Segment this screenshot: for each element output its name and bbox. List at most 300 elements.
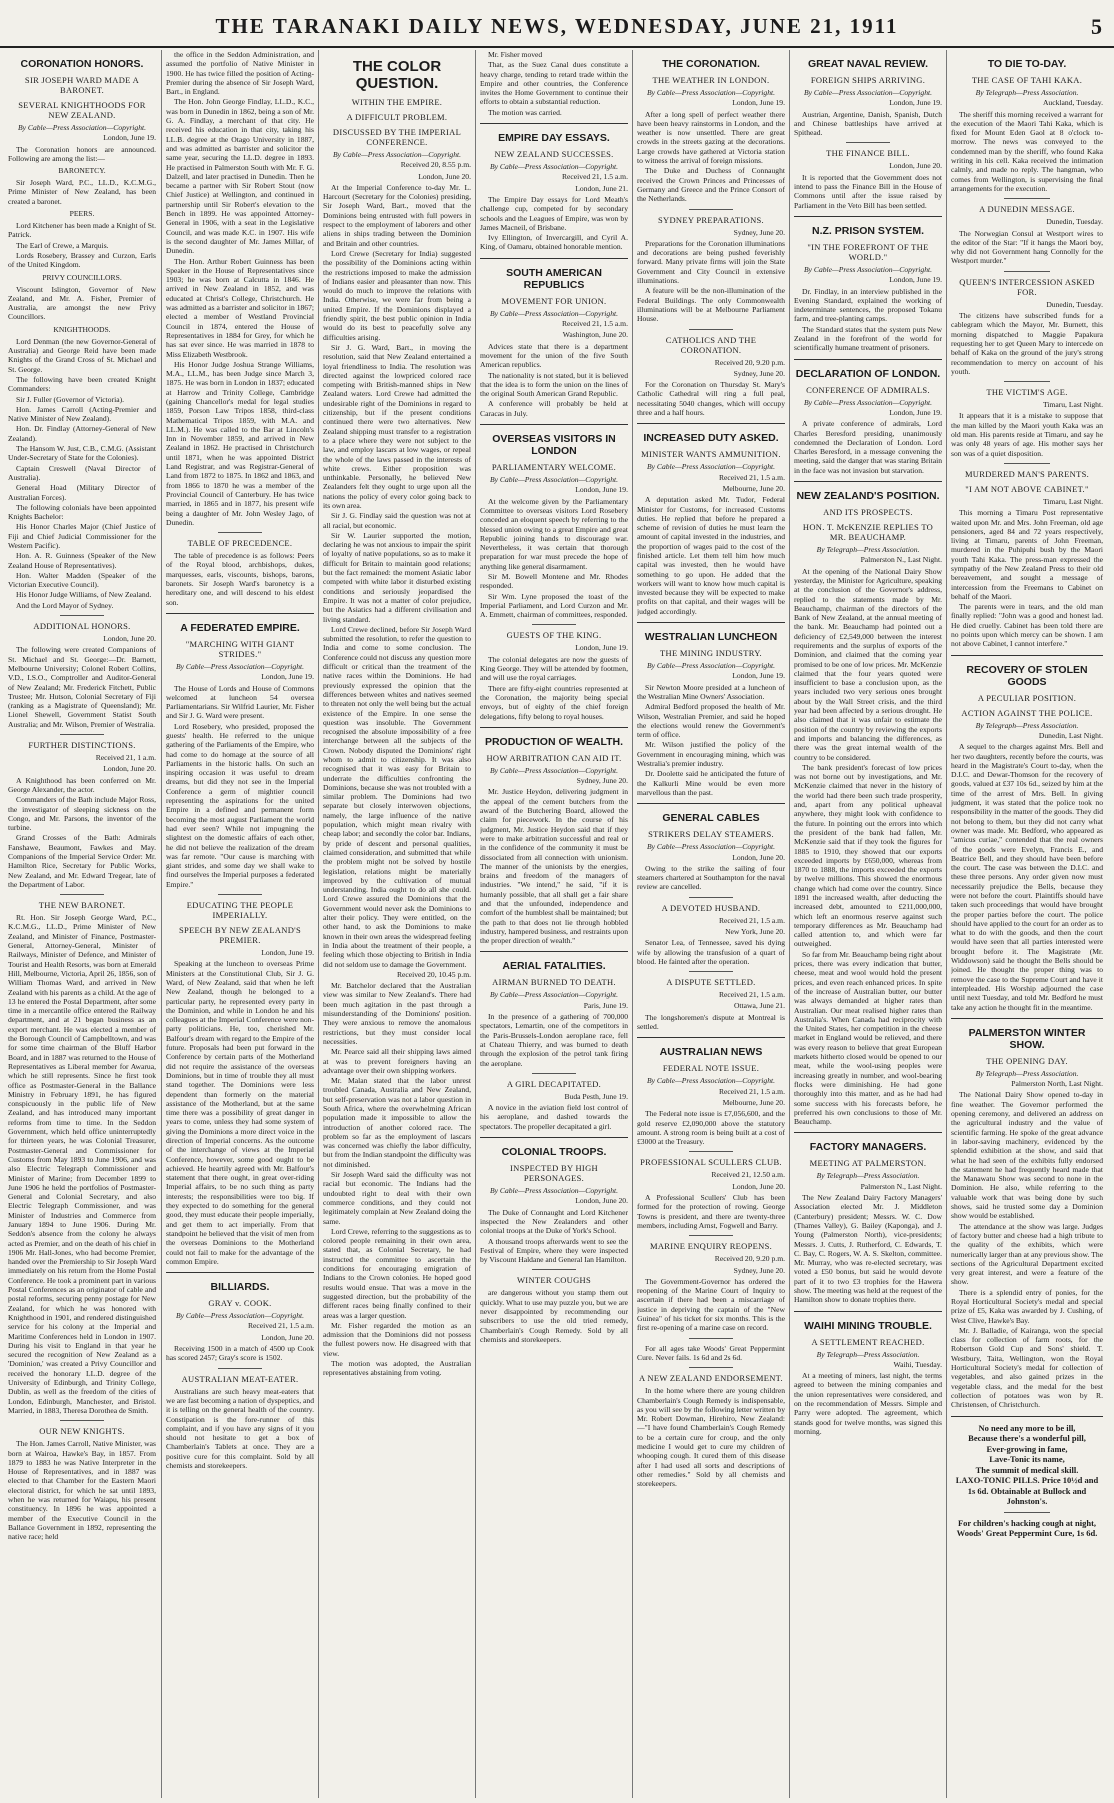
advert-line: No need any more to be ill,	[978, 1422, 1076, 1433]
subhead: SYDNEY PREPARATIONS.	[658, 214, 764, 225]
dateline: Received 21, 1.5 a.m.	[561, 172, 628, 182]
dateline: London, June 19.	[732, 671, 785, 681]
cable-credit: By Cable—Press Association—Copyright.	[489, 475, 619, 485]
dateline: Palmerston N., Last Night.	[860, 555, 942, 565]
paragraph: The Standard states that the system puts New Zealand in the forefront of the world for scientifically humane treatment of prisoners.	[794, 324, 942, 353]
paragraph: The Empire Day essays for Lord Meath's challenge cup, competed for by secondary schools and the Leagues of Empire, was won by James Macneil, of Brisbane.	[480, 194, 628, 232]
cable-credit: By Cable—Press Association—Copyright.	[489, 1186, 619, 1196]
divider	[218, 894, 262, 895]
divider	[637, 803, 785, 804]
headline: GREAT NAVAL REVIEW.	[808, 58, 928, 70]
divider	[1004, 271, 1050, 272]
divider	[60, 894, 104, 895]
subhead: AUSTRALIAN MEAT-EATER.	[181, 1373, 299, 1384]
subhead: A DUNEDIN MESSAGE.	[979, 204, 1075, 215]
subhead: FURTHER DISTINCTIONS.	[28, 740, 136, 751]
dateline: Received 20, 9.20 p.m.	[714, 1254, 785, 1264]
headline: A FEDERATED EMPIRE.	[180, 621, 300, 634]
dateline: London, June 19.	[575, 485, 628, 495]
divider	[480, 1137, 628, 1138]
divider	[532, 1073, 576, 1074]
dateline: Received 21, 1.5 a.m.	[247, 1321, 314, 1331]
paragraph: There are fifty-eight countries represented at the Coronation, the majority being special envoys, but of eighty of the chief foreign delegations, fifty belong to royal houses.	[480, 683, 628, 721]
divider	[218, 532, 262, 533]
columns	[8, 50, 1106, 1798]
cable-credit: By Telegraph—Press Association.	[816, 1349, 920, 1359]
paragraph: The bank president's forecast of low prices was not borne out by investigations, and Mr. McKenzie claimed that never in the history of the world had there been such trade prosperity, and, apart from any political upheaval anywhere, they might look with confidence to the future. In pointing out the errors into which the president of the bank had fallen, Mr. McKenzie said that if they took the figures for 1885 to 1910, they showed that our exports exceeded imports by £650,000, whereas from 1870 to 1888, the imports exceeded the exports by twelve millions. This showed the enormous change which had come over the country. Since 1891 the increased wealth, after deducting the increased debt, amounted to £211,000,000, which left an enormous reserve against such temporary differences as Mr. Beauchamp had called attention to, and which were far outweighed.	[794, 762, 942, 949]
paragraph: The citizens have subscribed funds for a cablegram which the Mayor, Mr. Burnett, this morning dispatched to Maggie Papakura requesting her to get Queen Mary to intercede on behalf of Kaka on the ground of the jury's strong recommendation to mercy on account of his youth.	[951, 311, 1103, 376]
paragraph: The motion was carried.	[488, 107, 562, 117]
divider	[794, 1311, 942, 1312]
divider	[794, 1132, 942, 1133]
dateline: Dunedin, Tuesday.	[1046, 217, 1103, 227]
divider	[794, 481, 942, 482]
paragraph: Dr. Doolette said he anticipated the future of the Kalkurli Mine would be even more marvellous than the past.	[637, 769, 785, 797]
subhead: AIRMAN BURNED TO DEATH.	[492, 977, 616, 988]
paragraph: Sir J. Fuller (Governor of Victoria).	[16, 394, 125, 404]
paragraph: Dr. Findlay, in an interview published in the Evening Standard, explained the working of indeterminate sentences, the proposed Tokanu farm, and tree-planting camps.	[794, 286, 942, 324]
divider	[1004, 463, 1050, 464]
subhead: THE WEATHER IN LONDON.	[652, 75, 770, 85]
paragraph: For the Coronation on Thursday St. Mary's Catholic Cathedral will ring a full peal, necessitating 5040 changes, which will occupy three and a half hours.	[637, 380, 785, 418]
subhead: MOVEMENT FOR UNION.	[501, 295, 607, 306]
dateline: Sydney, June 20.	[733, 227, 785, 237]
dateline: London, June 20.	[889, 161, 942, 171]
dateline: Received 21, 1.5 a.m.	[718, 990, 785, 1000]
paragraph: Hon. James Carroll (Acting-Premier and Native Minister of New Zealand).	[8, 404, 156, 424]
subhead: WITHIN THE EMPIRE.	[351, 97, 443, 107]
subhead: THE VICTIM'S AGE.	[986, 387, 1068, 398]
paragraph: The following have been created Knight Commanders:	[8, 374, 156, 394]
cable-credit: By Cable—Press Association—Copyright.	[803, 264, 933, 274]
paragraph: The following were created Companions of St. Michael and St. George:—Dr. Barnett, Melbourne University; Colonel Robert Collins, V.D., I.S.O., Comptroller and Auditor-General of New Zealand; Mr. Frederick Fitchett, Public Trustee; Mr. Hutson, Colonial Secretary of Fiji (ranking as a Magistrate of Queensland); Mr. Lionel Shewell, Government Statist South Australia; and Mr. Wilson, Premier of Westralia.	[8, 645, 156, 729]
subhead: QUEEN'S INTERCESSION ASKED FOR.	[959, 276, 1095, 297]
headline: PRODUCTION OF WEALTH.	[484, 735, 624, 748]
headline: EMPIRE DAY ESSAYS.	[498, 132, 610, 145]
paragraph: The Hansom W. Just, C.B., C.M.G. (Assistant Under-Secretary of State for the Colonies).	[8, 444, 156, 463]
paragraph: Sir W. Laurier supported the motion, declaring he was not anxious to impair the spirit of loyalty of native populations, so as to make it difficult for Britain to maintain good relations; but the fact remained: the moment Asiatic labor competed with white labor it disturbed existing conditions and seriously jeopardised the Empire. It was not a matter of color prejudice, but the Asiatics had a different civilisation and living standard.	[323, 530, 471, 624]
paragraph: Mr. Malan stated that the labor unrest troubled Canada, Australia and New Zealand, but self-preservation was not a labor question in South Africa, where the overwhelming African population made it impossible to allow the introduction of another colored race. The problem so far as the employment of lascars was concerned was chiefly the labor difficulty, but from the Indian standpoint the difficulty was not diminished.	[323, 1076, 471, 1169]
divider	[480, 123, 628, 124]
paragraph: There is a splendid entry of ponies, for the Royal Horticultural Society's medal and special prize of £5, Kaka was awarded by J. Cushing, of West Clive, Hawke's Bay.	[951, 1287, 1103, 1325]
paragraph: Lord Kitchener has been made a Knight of St. Patrick.	[8, 221, 156, 240]
cable-credit: By Telegraph—Press Association.	[975, 88, 1079, 97]
column-rule	[475, 50, 476, 1798]
subhead: A DIFFICULT PROBLEM.	[346, 112, 448, 122]
subhead: FOREIGN SHIPS ARRIVING.	[810, 75, 926, 85]
divider	[1004, 1512, 1050, 1513]
subhead: SIR JOSEPH WARD MADE A BARONET.	[24, 75, 140, 95]
dateline: Received 21, 1.5 a.m.	[718, 1086, 785, 1096]
paragraph: This morning a Timaru Post representative waited upon Mr. and Mrs. John Freeman, old age pensioners, aged 84 and 72 years respectively, living at Timaru, parents of John Freeman, murdered in the Puhipuhi bush by the Maori youth Tahi Kaka. The press-man expressed the sympathy of the New Zealand Press to their old bereavement, and sought a message of intercession from the Freemans to Cabinet on behalf of the Maori.	[951, 508, 1103, 601]
dateline: London, June 19.	[575, 643, 628, 653]
paragraph: Sir Joseph Ward, P.C., LL.D., K.C.M.G., Prime Minister of New Zealand, has been created a baronet.	[8, 178, 156, 206]
paragraph: The colonial delegates are now the guests of King George. They will be attended by footmen, and will use the royal carriages.	[480, 654, 628, 683]
dateline: Palmerston N., Last Night.	[860, 1181, 942, 1191]
paragraph: And the Lord Mayor of Sydney.	[16, 600, 114, 610]
dateline: London, June 20.	[103, 764, 156, 774]
divider	[60, 734, 104, 735]
paragraph: Preparations for the Coronation illuminations and decorations are being pushed feverishly forward. Many private firms will join the State Government and City Council in extensive illuminations.	[637, 238, 785, 286]
dateline: Received 21, 1.5 a.m.	[561, 319, 628, 329]
paragraph: The Coronation honors are announced. Following are among the list:—	[8, 144, 156, 163]
subhead: NEW ZEALAND SUCCESSES.	[494, 149, 614, 160]
dateline: New York, June 20.	[725, 927, 785, 936]
subhead: OUR NEW KNIGHTS.	[39, 1426, 125, 1437]
paragraph: Lord Rosebery, who presided, proposed the guests' health. He referred to the unique gathering of the Parliaments of the Empire, who had come to do homage at the source of all Parliaments in the historic halls. On such an inspiring occasion it was useful to dream dreams, but did they not see in the Imperial Conference a germ of mightier council representing the aspirations for the united Empire in a defined and permanent form becoming the most august Parliament the world had ever seen? While not impugning the slightest on the domestic affairs of each other, he did not believe the realization of the dream was far remote. "Our cause is marching with giant strides, and some day we shall wake to find ourselves the Imperial purposes a federated Empire."	[166, 721, 314, 889]
dateline: Timaru, Last Night.	[1042, 496, 1103, 506]
paragraph: Grand Crosses of the Bath: Admirals Fanshawe, Beaumont, Fawkes and May. Companions of the Imperial Service Order: Mr. Hamilton Rice, Secretary for Public Works, New Zealand, and Mr. Edward Tregear, late of the Department of Labor.	[8, 833, 156, 889]
paragraph: The longshoremen's dispute at Montreal is settled.	[637, 1012, 785, 1032]
cable-credit: By Cable—Press Association—Copyright.	[17, 123, 147, 132]
paragraph: A sequel to the charges against Mrs. Bell and her two daughters, recently before the courts, was heard in the Magistrate's Court to-day, when the D.I.C. and Dewar-Thomson for the recovery of goods, valued at £37 10s 6d., seized by him at the time of the arrest of Mrs. Bell. In giving judgment, it was stated that the police took no responsibility in the matter of the goods. They did not belong to them, but they did not carry what owner was made. Mr. Bedford, who appeared as "amicus curiae," contended that the real owners of the goods were Evelyn, Francis E., and Beatrice Bell, and they should have been before the court. The case was between the D.I.C. and these three persons. Any order given now must necessarily prejudice the Bells, because they were not before the court. Plaintiffs should have taken such proceedings that would have brought the proper parties before the court. The police should have applied to the court for an order as to what to do with the goods, and then the court would have seen that all parties interested were brought before it. The Magistrate (Mr. Widdowson) said he thought the Bells should be joined. He thought the proper thing was to remove the case to the Supreme Court and have it interpleaded. His Worship adjourned the case until next Tuesday, and told Mr. Bedford he must take any action he thought fit in the meantime.	[951, 742, 1103, 1012]
dateline: London, June 21.	[575, 183, 628, 193]
paragraph: Captain Creswell (Naval Director of Australia).	[8, 463, 156, 482]
subhead: HOW ARBITRATION CAN AID IT.	[486, 752, 622, 763]
paragraph: Owing to the strike the sailing of four steamers chartered at Southampton for the naval review are cancelled.	[637, 863, 785, 892]
paragraph: His Honor Judge Williams, of New Zealand.	[16, 590, 152, 600]
paragraph: the office in the Seddon Administration, and assumed the portfolio of Native Minister in 1900. He has twice filled the position of Acting-Premier during the absence of Sir Joseph Ward, Bart., in England.	[166, 50, 314, 97]
paragraph: The Duke and Duchess of Connaught received the Crown Princes and Princesses of Germany and Greece and the Prince Consort of the Netherlands.	[637, 166, 785, 204]
paragraph: Mr. Justice Heydon, delivering judgment in the appeal of the cement butchers from the award of the Butchering Board, allowed the claim for piecework. In the course of his judgment, Mr. Justice Heydon said that if they were to make arbitration successful and real or in the confidence of the community it must be dissociated from all connection with unionism. The manner of the unionists by the energies, brains and freedom of the managers of industries. "We intend," he said, "if it is humanly possible, that all shall get a fair share and that the unfounded, independence and comfort of the humblest shall be maintained; but the path to that does not lie through hobbled industry, hampered business, and restraints upon the proper direction of wealth."	[480, 787, 628, 946]
paragraph: In the presence of a gathering of 700,000 spectators, Lemartin, one of the competitors in the Paris-Brussels-London aeroplane race, fell at Chateau Thierry, and was burned to death through the explosion of the petrol tank firing the aeroplane.	[480, 1012, 628, 1068]
divider	[689, 971, 733, 972]
cable-credit: By Cable—Press Association—Copyright.	[803, 88, 933, 97]
subhead: A GIRL DECAPITATED.	[506, 1078, 602, 1089]
divider	[951, 655, 1103, 656]
paragraph: The attendance at the show was large. Judges of factory butter and cheese had a high tribute to the quality of the exhibits, which were numerically larger than at any previous show. The sections of the Agricultural Department excited very great interest, and were a feature of the show.	[951, 1221, 1103, 1287]
subhead: PRIVY COUNCILLORS.	[42, 272, 122, 282]
paragraph: Hon. Dr. Findlay (Attorney-General of New Zealand).	[8, 424, 156, 443]
divider	[1004, 381, 1050, 382]
cable-credit: By Cable—Press Association—Copyright.	[489, 308, 619, 318]
paragraph: A private conference of admirals, Lord Charles Beresford presiding, unanimously condemned the Declaration of London. Lord Charles Beresford, in a message convening the meeting, said the danger that was staring Britain in the face was not invasion but starvation.	[794, 419, 942, 475]
paragraph: Ivy Ellington, of Invercargill, and Cyril A. King, of Oamaru, obtained honorable mention.	[480, 233, 628, 252]
paragraph: Hon. A. R. Guinness (Speaker of the New Zealand House of Representatives).	[8, 551, 156, 570]
dateline: Melbourne, June 20.	[722, 1097, 785, 1107]
paragraph: Sir J. G. Ward, Bart., in moving the resolution, said that New Zealand entertained a loyal friendliness to India. The resolution was directed against the lowpriced colored race competing with British-manned ships in New Zealand waters. Lord Crewe had admitted the undesirable right of the Dominions in regard to citizenship, but if the present conditions continued there were two alternatives. New Zealand shipping must transfer to a registration to a place where they were not subject to the law, and employ lascars at low wages, or repeal the whole of the laws passed in the interests of white crews. Either proposition was unthinkable. Personally, he believed New Zealanders felt they ought to urge upon all the nations the policy of every color going back to its own area.	[323, 342, 471, 510]
cable-credit: By Cable—Press Association—Copyright.	[175, 1311, 305, 1321]
dateline: Received 21, 12.50 a.m.	[711, 1170, 785, 1180]
cable-credit: By Cable—Press Association—Copyright.	[489, 990, 619, 1000]
paragraph: The Earl of Crewe, a Marquis.	[16, 240, 109, 250]
column-3	[323, 50, 471, 1798]
dateline: London, June 20.	[103, 634, 156, 644]
column-6	[794, 50, 942, 1798]
paragraph: A conference will probably be held at Caracas in July.	[480, 399, 628, 418]
paragraph: In the home where there are young children Chamberlain's Cough Remedy is indispensable, as you will see by the following letter written by Mr. Robert Dowman, Hirehiro, New Zealand:—"I have found Chamberlain's Cough Remedy to be a certain cure for croup, and the only medicine I would get to cure my children of whooping cough. It cured them of this disease after I had used all sorts and descriptions of other remedies." Sold by all chemists and storekeepers.	[637, 1386, 785, 1489]
paragraph: Admiral Bedford proposed the health of Mr. Wilson, Westralian Premier, and said he hoped the elections would renew the Government's term of office.	[637, 702, 785, 740]
page-number: 5	[1091, 14, 1102, 39]
subhead: THE NEW BARONET.	[38, 900, 126, 911]
dateline: Waihi, Tuesday.	[893, 1359, 942, 1369]
paragraph: The Hon. James Carroll, Native Minister, was born at Wairoa, Hawke's Bay, in 1857. From 1879 to 1883 he was Native Interpreter in the House of Representatives, and in 1887 was elected to that Chamber for the Eastern Maori electoral district, for which he sat until 1893, when he was returned for Waiapu, his present constituency. In 1896 he was appointed a member of the Executive Council in the Ballance Government in 1892, representing the native race; held	[8, 1439, 156, 1542]
subhead: FEDERAL NOTE ISSUE.	[662, 1063, 760, 1074]
dateline: Timaru, Last Night.	[1042, 400, 1103, 410]
headline: AUSTRALIAN NEWS	[659, 1046, 763, 1059]
headline: RECOVERY OF STOLEN GOODS	[966, 663, 1088, 688]
paragraph: The Hon. Arthur Robert Guinness has been Speaker in the House of Representatives since 1903; he was born at Calcutta in 1846. He arrived in New Zealand in 1852, and was educated at Christ's College, Christchurch. He was admitted as a barrister and solicitor in 1867; elected a member of Westland Provincial Council in 1874, entered the House of Representatives in 1884 for Grey, for which he has sat ever since. He was married in 1878 to Miss Elizabeth Westbrook.	[166, 256, 314, 359]
paragraph: Mr. Wilson justified the policy of the Government in encouraging mining, which was Westralia's premier industry.	[637, 740, 785, 769]
paragraph: The table of precedence is as follows: Peers of the Royal blood, archbishops, dukes, marquesses, earls, viscounts, bishops, barons, baronets. Sir Joseph Ward's baronetcy is a hereditary one, and will descend to his eldest son.	[166, 551, 314, 607]
paragraph: At the opening of the National Dairy Show yesterday, the Minister for Agriculture, speaking at the conclusion of the Governor's address, replied to the statements made by Mr. Beauchamp, chairman of the directors of the Bank of New Zealand, at the annual meeting of the bank. Mr. Beauchamp had pointed out a deficiency of £2,549,000 between the interest requirements and the surplus of exports of the Dominion, and claimed that the coming year promised to be one of low prices. Mr. McKenzie claimed that the four years quoted were insufficient to base a conclusion upon, as the years included two very serious ones brought about by the Wall Street crisis, and the third year had been affected by a serious drought. He also claimed that it was unfair to estimate the position of the country by reviewing the exports and imports and balancing the differences, as there was the great internal wealth of the country to be considered.	[794, 566, 942, 762]
cable-credit: By Cable—Press Association—Copyright.	[646, 661, 776, 671]
subhead: PARLIAMENTARY WELCOME.	[491, 462, 617, 473]
paragraph: The motion was adopted, the Australian representatives abstaining from voting.	[323, 1359, 471, 1378]
paragraph: Lord Denman (the new Governor-General of Australia) and George Reid have been made Knights of the Grand Cross of St. Michael and St. George.	[8, 336, 156, 374]
cable-credit: By Cable—Press Association—Copyright.	[646, 88, 776, 97]
dateline: Ottawa, June 21.	[733, 1001, 785, 1011]
paragraph: Rt. Hon. Sir Joseph George Ward, P.C., K.C.M.G., LL.D., Prime Minister of New Zealand, and Minister of Finance, Postmaster-General, Attorney-General, Minister of Railways, Minister of Defence, and Minister of Tourist and Health Resorts, was born at Emerald Hill, Melbourne, Victoria, April 26, 1856, son of William Thomas Ward, and arrived in New Zealand with his parents as a child. At the age of 13 he entered the Postal Department, after some time in a mercantile office entered the Railway department, and at 21 began business as an export merchant. He was elected a member of the Borough Council of Campbelltown, and was for some time chairman of the Bluff Harbor Board, and in 1887 was returned to the House of Representatives as Liberal member for Awarua, which he still represents. Since he first took office as Postmaster-General in the Ballance Ministry in February 1891, he has figured conspicuously in the public life of New Zealand, and has introduced many important reforms from time to time. In the Seddon Government, which held office uninterruptedly for thirteen years, he was Colonial Treasurer, Postmaster-General and Commissioner for Customs from May 1893 to June 1906, and was also Electric Telegraph Commissioner and Minister of Marine; from December 1899 to June 1906 he held the portfolios of Postmaster-General and Colonial Secretary, and also Electric Telegraph Commissioner, and was Minister of Industries and Commerce from January 1894 to June 1906. During Mr. Seddon's absence from the colony he always acted as Premier, and on the death of his chief in 1906 Mr. Hall-Jones, who had become Premier, handed over the Premiership to Sir Joseph Ward immediately on his return from the Home Postal Conference. He took a prominent part in various Postal Conferences as an originator of cable and postal reforms, securing penny postage for New Zealand, for which he was honored with Knighthood in 1901, and rendered distinguished service for his colony at the Imperial and Maritime Conferences held in London in 1907. During his visit to England in that year he secured the recognition of New Zealand as a 'Dominion,' was created a Privy Councillor and received the honorary LL.D. degree of the University of Edinburgh, and Trinity College, Dublin, as well as the freedom of the cities of London, Edinburgh, Manchester, and Bristol. Married, in 1883, Theresa Dorothea de Smith.	[8, 913, 156, 1415]
subhead: THE CASE OF TAHI KAKA.	[971, 75, 1083, 85]
dateline: Palmerston North, Last Night.	[1011, 1079, 1103, 1089]
divider	[689, 1151, 733, 1152]
dateline: London, June 19.	[261, 948, 314, 958]
divider	[689, 209, 733, 210]
divider	[480, 424, 628, 425]
paragraph: are dangerous without you stamp them out quickly. What to use may puzzle you, but we are never disappointed by recommending our subscribers to use the old tried remedy, Chamberlain's Cough Remedy. Sold by all chemists and storekeepers.	[480, 1288, 628, 1344]
headline: NEW ZEALAND'S POSITION.	[796, 490, 940, 503]
divider	[532, 1269, 576, 1270]
paragraph: The New Zealand Dairy Factory Managers' Association elected Mr. J. Middleton (Canterbury) president; Messrs. W. C. Dow (Thames Valley), G. Bailey (Kaponga), and J. Young (Palmerston North), vice-presidents; Messrs. J. Cutts, J. Rutherford, C. Edwards, T. C. Bay, C. Rogers, W. A. S. Skelton, committee. Mr. Murray, who was re-elected secretary, was voted a £50 bonus, but said he would devote part of it to two £3 trophies for the Hawera show. The meeting was held at the request of the Hamilton show to donate trophies there.	[794, 1193, 942, 1305]
divider	[1004, 198, 1050, 199]
paragraph: Australians are such heavy meat-eaters that we are fast becoming a nation of dyspeptics, and it is telling on the general health of the country. Constipation is the fore-runner of this complaint, and if you have any signs of it you should not hesitate to get a box of Chamberlain's Tablets at once. They are a positive cure for this complaint. Sold by all chemists and storekeepers.	[166, 1386, 314, 1470]
headline: AERIAL FATALITIES.	[502, 960, 606, 973]
cable-credit: By Cable—Press Association—Copyright.	[646, 462, 776, 472]
dateline: London, June 20.	[732, 1181, 785, 1191]
paragraph: So far from Mr. Beauchamp being right about prices, there was every indication that butter, cheese, meat and wool would hold the present prices, and even reach enhanced prices. In spite of the increase of Australian butter, our butter was always demanded at higher rates than Australian. Our meat realised higher rates than Australia's. When Canada had reciprocity with the United States, her competition in the cheese market in England would be relieved, and there was every reason to believe that great European markets hitherto closed would be opened to our meat, while the wool-using peoples were increasing greatly in number, and wool-bearing flocks were diminishing. He had gone thoroughly into this matter, and as he had had some success with his forecasts before, he preferred his own conclusions to those of Mr. Beauchamp.	[794, 949, 942, 1127]
advert-line: The summit of medical skill.	[975, 1464, 1079, 1475]
paragraph: That, as the Suez Canal dues constitute a heavy charge, tending to retard trade within the Empire and other countries, the Conference invites the Home Government to continue their efforts to obtain a substantial reduction.	[480, 60, 628, 107]
subhead: TABLE OF PRECEDENCE.	[187, 538, 293, 549]
dateline: London, June 20.	[261, 1332, 314, 1342]
paragraph: Sir J. G. Findlay said the question was not at all racial, but economic.	[323, 511, 471, 530]
divider	[532, 624, 576, 625]
divider	[166, 613, 314, 614]
divider	[951, 1018, 1103, 1019]
paragraph: The Norwegian Consul at Westport wires to the editor of the Star: "If it hangs the Maori boy, why did not Government hang Connolly for the Westport murder."	[951, 228, 1103, 266]
subhead: MINISTER WANTS AMMUNITION.	[641, 449, 781, 460]
subhead: DISCUSSED BY THE IMPERIAL CONFERENCE.	[332, 127, 462, 147]
subhead: A SETTLEMENT REACHED.	[811, 1336, 925, 1347]
subhead: A NEW ZEALAND ENDORSEMENT.	[639, 1373, 783, 1384]
paragraph: A deputation asked Mr. Tudor, Federal Minister for Customs, for increased Customs duties. He replied that before he prepared a scheme of revision of duties he must learn the amount of capital invested in the industries, and the proportion of wages paid to the cost of the finished article. Let them tell him how much capital was invested, then he would have something to go upon. He added that the workers will want to know how much capital is invested because they will be expected to make profits on that capital, and their wages will be judged accordingly.	[637, 495, 785, 616]
divider	[637, 1037, 785, 1038]
divider	[218, 1368, 262, 1369]
cable-credit: By Cable—Press Association—Copyright.	[489, 765, 619, 775]
column-rule	[789, 50, 790, 1798]
paragraph: Sir M. Bowell Montene and Mr. Rhodes responded.	[480, 571, 628, 591]
paragraph: A thousand troops afterwards went to see the Festival of Empire, where they were inspected by Viscount Haldane and General Ian Hamilton.	[480, 1236, 628, 1265]
paragraph: It is reported that the Government does not intend to pass the Finance Bill in the House of Commons until after the issue raised by Parliament in the Veto Bill has been settled.	[794, 172, 942, 210]
subhead: CONFERENCE OF ADMIRALS.	[806, 384, 930, 395]
headline: SOUTH AMERICAN REPUBLICS	[506, 266, 602, 291]
dateline: Melbourne, June 20.	[722, 483, 785, 493]
column-rule	[318, 50, 319, 1798]
subhead: SEVERAL KNIGHTHOODS FOR NEW ZEALAND.	[18, 100, 146, 120]
dateline: Received 21, 1 a.m.	[95, 753, 156, 763]
divider	[846, 142, 890, 143]
subhead: A PECULIAR POSITION.	[977, 692, 1077, 703]
paragraph: At the welcome given by the Parliamentary Committee to overseas visitors Lord Rosebery conceded an eloquent speech by referring to the blessed union owing to a great Empire and great Republic joining hands to discourage war. Nevertheless, it was certain that thorough preparation for war must precede the hope of anything like general disarmament.	[480, 496, 628, 571]
subhead: PROFESSIONAL SCULLERS CLUB.	[640, 1157, 782, 1168]
masthead-title: THE TARANAKI DAILY NEWS, WEDNESDAY, JUNE 21, 1911	[215, 14, 899, 38]
headline: GENERAL CABLES	[662, 812, 760, 825]
paragraph: A Professional Scullers' Club has been formed for the protection of rowing. George Towns is president, and there are twenty-three members, including Arnst, Fogwell and Barry.	[637, 1193, 785, 1230]
dateline: Sydney, June 20.	[733, 1265, 785, 1275]
divider	[689, 1338, 733, 1339]
advert-line: LAXO-TONIC PILLS. Price 10½d and 1s 6d. Obtainable at Bullock and Johnston's.	[955, 1475, 1099, 1507]
headline: OVERSEAS VISITORS IN LONDON	[492, 433, 616, 458]
dateline: Buda Pesth, June 19.	[564, 1091, 628, 1101]
paragraph: Commanders of the Bath include Major Ross, the investigator of sleeping sickness on the Congo, and Mr. Parsons, the inventor of the turbine.	[8, 795, 156, 833]
divider	[637, 423, 785, 424]
subhead: "MARCHING WITH GIANT STRIDES."	[185, 638, 295, 659]
subhead: GUESTS OF THE KING.	[506, 630, 602, 641]
headline: PALMERSTON WINTER SHOW.	[968, 1026, 1086, 1051]
divider	[60, 615, 104, 616]
dateline: Received 21, 1.5 a.m.	[718, 915, 785, 925]
dateline: Sydney, June 20.	[733, 368, 785, 378]
advert-line: Lave-Tonic its name,	[989, 1454, 1065, 1465]
headline: COLONIAL TROOPS.	[501, 1146, 607, 1159]
dateline: Received 21, 1.5 a.m.	[718, 472, 785, 482]
dateline: London, June 19.	[261, 672, 314, 682]
subhead: EDUCATING THE PEOPLE IMPERIALLY.	[186, 900, 294, 921]
divider	[689, 329, 733, 330]
cable-credit: By Cable—Press Association—Copyright.	[175, 661, 305, 671]
subhead: ADDITIONAL HONORS.	[33, 621, 131, 632]
paragraph: A feature will be the non-illumination of the Federal Buildings. The only Commonwealth illuminations will be at Melbourne Parliament House.	[637, 286, 785, 324]
paragraph: The Federal note issue is £7,056,600, and the gold reserve £2,090,000 above the statutory amount. A strong room is being built at a cost of £3000 at the Treasury.	[637, 1109, 785, 1147]
cable-credit: By Cable—Press Association—Copyright.	[646, 1076, 776, 1086]
paragraph: The Duke of Connaught and Lord Kitchener inspected the New Zealanders and other colonial troops at the Duke of York's School.	[480, 1207, 628, 1236]
paragraph: Speaking at the luncheon to overseas Prime Ministers at the Constitutional Club, Sir J. G. Ward, of New Zealand, said that when he left New Zealand, though he belonged to a particular party, he represented every party in the Dominion, and while in London he and his colleagues at the Imperial Conference were non-party politicians. He, too, cherished Mr. Balfour's dream with regard to the Empire of the future. Proposals had been put forward in the Conference by certain parts of the Motherland did not require the assistance of the overseas Dominions, but in time of trouble they all must stand together. The Dominions were less dependent than formerly on the material assistance of the Motherland, but at the same time there was a possibility of great danger in years to come, unless they had some system of giving the Dominions a more direct voice in the direction of Imperial concerns. As the outcome of the interchange of views at the Imperial Conference, however, some good ought to be achieved. He heartily agreed with Mr. Balfour's statement that there ought, in great over-riding Imperial affairs, to be no such thing as party interests; the responsibilities were too big. If they expected to do something for the general good, they must educate their people imperially, and get them to act imperially. From that standpoint he believed that the visit of men from the overseas Dominions to the Motherland could not fail to make for the advantage of the common Empire.	[166, 959, 314, 1266]
subhead: KNIGHTHOODS.	[53, 324, 111, 334]
divider	[794, 216, 942, 217]
paragraph: For all ages take Woods' Great Peppermint Cure. Never fails. 1s 6d and 2s 6d.	[637, 1343, 785, 1362]
subhead: "IN THE FOREFRONT OF THE WORLD."	[807, 241, 929, 262]
paragraph: Advices state that there is a department movement for the union of the five South American republics.	[480, 341, 628, 370]
paragraph: A Knighthood has been conferred on Mr. George Alexander, the actor.	[8, 775, 156, 794]
dateline: London, June 19.	[889, 407, 942, 417]
advert-line: Ever-growing in fame,	[986, 1443, 1068, 1454]
paragraph: The following colonials have been appointed Knights Bachelor:	[8, 502, 156, 522]
subhead: THE OPENING DAY.	[986, 1055, 1068, 1066]
cable-credit: By Telegraph—Press Association.	[816, 545, 920, 555]
divider	[166, 1272, 314, 1273]
divider	[951, 1416, 1103, 1417]
paragraph: At a meeting of miners, last night, the terms agreed to between the mining companies and the union representatives were considered, and on the recommendation of Messrs. Simple and Parry were adopted. The agreement, which stands good for twelve months, was signed this morning.	[794, 1371, 942, 1436]
column-5	[637, 50, 785, 1798]
dateline: Dunedin, Last Night.	[1038, 730, 1103, 740]
dateline: London, June 19.	[732, 98, 785, 108]
headline: THE CORONATION.	[662, 58, 760, 70]
dateline: London, June 19.	[103, 133, 156, 143]
paragraph: A novice in the aviation field lost control of his aeroplane, and dashed towards the spectators. The propeller decapitated a girl.	[480, 1103, 628, 1131]
paragraph: After a long spell of perfect weather there have been heavy rainstorms in London, and the weather is now unsettled. There are great crowds in the streets gazing at the decorations. Large crowds have gathered at Victoria station to witness the arrival of foreign missions.	[637, 109, 785, 166]
column-rule	[946, 50, 947, 1798]
paragraph: Mr. Fisher regarded the motion as an admission that the Dominions did not possess the fullest powers now. He disagreed with that view.	[323, 1320, 471, 1358]
headline: WESTRALIAN LUNCHEON	[644, 631, 778, 644]
divider	[480, 258, 628, 259]
paragraph: The nationality is not stated, but it is believed that the idea is to form the union on the lines of the original South American Grand Republic.	[480, 370, 628, 399]
paragraph: Viscount Islington, Governor of New Zealand, and Mr. A. Fisher, Premier of Australia, are amongst the new Privy Councillors.	[8, 284, 156, 322]
subhead: THE MINING INDUSTRY.	[660, 648, 762, 659]
column-4	[480, 50, 628, 1798]
subhead: ACTION AGAINST THE POLICE.	[961, 707, 1093, 718]
cable-credit: By Telegraph—Press Association.	[975, 720, 1079, 730]
subhead: MARINE ENQUIRY REOPENS.	[649, 1241, 773, 1252]
dateline: London, June 20.	[732, 852, 785, 862]
paragraph: Lord Crewe declined, before Sir Joseph Ward submitted the resolution, to refer the question to India and come to some conclusion. The Conference could not discuss any question more difficult or critical than the treatment of the native races within the Dominions. He had previously expressed the opinion that the differences between whites and natives seemed to threaten not only the well being but the actual existence of the Empire. In one sense the question was insoluble. The Government recognised the absolute impossibility of a free interchange between all the subjects of the Crown. Nobody disputed the Dominions' right whom to admit to citizenship. It was also recognised that it was easy for Britain to underrate the difficulties confronting the Dominions, because she was not troubled with a similar problem. The Dominions had two separate but closely interwoven objections, namely, the large influence of the native population, which might mean rivalry with cheap labor; and secondly the color bar. Indians, by pride of descent and personal qualities, claimed consideration, and submitted that while the problem might not be solved by hostile legislation, relations might be materially improved by the cultivation of mutual understanding. India ought to do all she could. Lord Crewe assured the Dominions that the Government would never ask the Dominions to alter their policy. They were entitled, on the other hand, to ask the Dominions to make known in their own areas the widespread feeling in India about the treatment of their people, a feeling which those objecting to British in India did not seldom use to damage the Government.	[323, 624, 471, 969]
dateline: Auckland, Tuesday.	[1042, 98, 1103, 108]
subhead: SPEECH BY NEW ZEALAND'S PREMIER.	[178, 925, 301, 946]
column-rule	[632, 50, 633, 1798]
dateline: London, June 19.	[889, 98, 942, 108]
paragraph: Lords Rosebery, Brassey and Curzon, Earls of the United Kingdom.	[8, 250, 156, 270]
paragraph: The House of Lords and House of Commons welcomed at luncheon 54 oversea Parliamentarians. Sir Wilfrid Laurier, Mr. Fisher and Sir J. G. Ward were present.	[166, 683, 314, 721]
masthead	[0, 0, 1114, 48]
paragraph: Lord Crewe (Secretary for India) suggested the possibility of the Dominions acting within the restrictions imposed to make the admission of Indians easier and pleasanter than now. This would do much to improve the relations with India. Otherwise, we were far from being a united Empire. If the Dominions displayed a friendly spirit, the best public opinion in India would do its best to peacefully solve any difficulties arising.	[323, 248, 471, 342]
cable-credit: By Cable—Press Association—Copyright.	[803, 397, 933, 407]
paragraph: Sir Newton Moore presided at a luncheon of the Westralian Mine Owners' Association.	[637, 682, 785, 701]
paragraph: His Honor Charles Major (Chief Justice of Fiji and Chief Judicial Commissioner for the Western Pacific).	[8, 522, 156, 550]
headline: INCREASED DUTY ASKED.	[643, 432, 779, 445]
subhead: A DEVOTED HUSBAND.	[661, 902, 761, 913]
dateline: Dunedin, Tuesday.	[1046, 299, 1103, 309]
paragraph: The Government-Governor has ordered the reopening of the Marine Court of Inquiry to ascertain if there had been a miscarriage of justice in depriving the captain of the "New Guinea" of his ticket for six months. This is the first re-opening of a marine case on record.	[637, 1276, 785, 1333]
column-2	[166, 50, 314, 1798]
subhead: GRAY v. COOK.	[208, 1298, 272, 1309]
dateline: London, June 20.	[418, 171, 471, 181]
column-rule	[161, 50, 162, 1798]
subhead: STRIKERS DELAY STEAMERS.	[648, 829, 774, 840]
headline: DECLARATION OF LONDON.	[795, 367, 941, 380]
cable-credit: By Cable—Press Association—Copyright.	[332, 150, 462, 159]
paragraph: The parents were in tears, and the old man finally replied: "John was a good and honest lad. He died cruelly. Cabinet has been told there are no points upon which mercy can be shown. I am not above Cabinet, I cannot interfere."	[951, 602, 1103, 649]
dateline: Paris, June 19.	[583, 1000, 628, 1010]
subhead: HON. T. McKENZIE REPLIES TO MR. BEAUCHAMP.	[802, 522, 934, 543]
headline: THE COLOR QUESTION.	[352, 58, 442, 92]
headline: N.Z. PRISON SYSTEM.	[811, 224, 924, 237]
cable-credit: By Telegraph—Press Association.	[816, 1171, 920, 1181]
divider	[689, 1235, 733, 1236]
dateline: Received 20, 10.45 p.m.	[396, 969, 471, 979]
dateline: London, June 19.	[889, 275, 942, 285]
paragraph: At the Imperial Conference to-day Mr. L. Harcourt (Secretary for the Colonies) presiding, Sir Joseph Ward, Bart., moved that the Dominions being entrusted with full powers in respect to the employment of laborers and other aliens in ships trading between the Dominion and Britain and other countries.	[323, 182, 471, 248]
divider	[794, 359, 942, 360]
paragraph: The National Dairy Show opened to-day in fine weather. The Governor performed the opening ceremony, and delivered an address on the agricultural industry and the value of scientific farming. He spoke of the great advance in labor-saving machinery, evidenced by the splendid exhibition at the show, and said that what he had seen of the exhibits fully endorsed the statement he had frequently heard made that the Manawatu Show was second to none in the Dominion. He also, while referring to the valuable work that was being done by such shows, said he trusted some day a Dominion show would be established.	[951, 1090, 1103, 1221]
cable-credit: By Telegraph—Press Association.	[975, 1068, 1079, 1078]
headline: BILLIARDS.	[210, 1281, 270, 1294]
paragraph: Mr. Batchelor declared that the Australian view was similar to New Zealand's. There had been much agitation in the past through a misunderstanding of the Dominions' position. They were anxious to remove the anomalous restrictions, but they must consider local necessities.	[323, 981, 471, 1046]
paragraph: The sheriff this morning received a warrant for the execution of the Maori Tahi Kaka, which is fixed for Mount Eden Gaol at 8 o'clock to-morrow. The news was conveyed to the condemned man by the sheriff, who found Kaka writing in his cell. Kaka received the intimation calmly, and made no reply. The hangman, who comes from Wellington, is supervising the final arrangements for the execution.	[951, 109, 1103, 193]
subhead: "I AM NOT ABOVE CABINET."	[965, 483, 1089, 494]
dateline: Received 20, 8.55 p.m.	[400, 160, 471, 170]
dateline: Washington, June 20.	[562, 330, 628, 340]
paragraph: Mr. J. Balladie, of Kairanga, won the special class for collection of farm roots, for the Robertson Gold Cup and Sons' shield. T. Westbury, Taita, Wellington, won the Royal Horticultural Society's medal for collection of vegetables, and also gained prizes in the vegetable class, and the medal for the best collection of potatoes was won by R. Christensen, of Christchurch.	[951, 1325, 1103, 1410]
subhead: BARONETCY.	[58, 166, 106, 176]
subhead: CATHOLICS AND THE CORONATION.	[665, 334, 757, 355]
divider	[689, 1367, 733, 1368]
paragraph: Senator Lea, of Tennessee, saved his dying wife by allowing the transfusion of a quart of blood. He fainted after the operation.	[637, 938, 785, 966]
dateline: Sydney, June 20.	[576, 776, 628, 786]
dateline: London, June 20.	[575, 1196, 628, 1206]
subhead: MEETING AT PALMERSTON.	[809, 1158, 927, 1169]
paragraph: It appears that it is a mistake to suppose that the man killed by the Maori youth Kaka was an old man. His parents reside at Timaru, and say he was only 48 years of age. His mother says her son was of a quiet disposition.	[951, 411, 1103, 458]
subhead: WINTER COUGHS	[516, 1275, 592, 1286]
